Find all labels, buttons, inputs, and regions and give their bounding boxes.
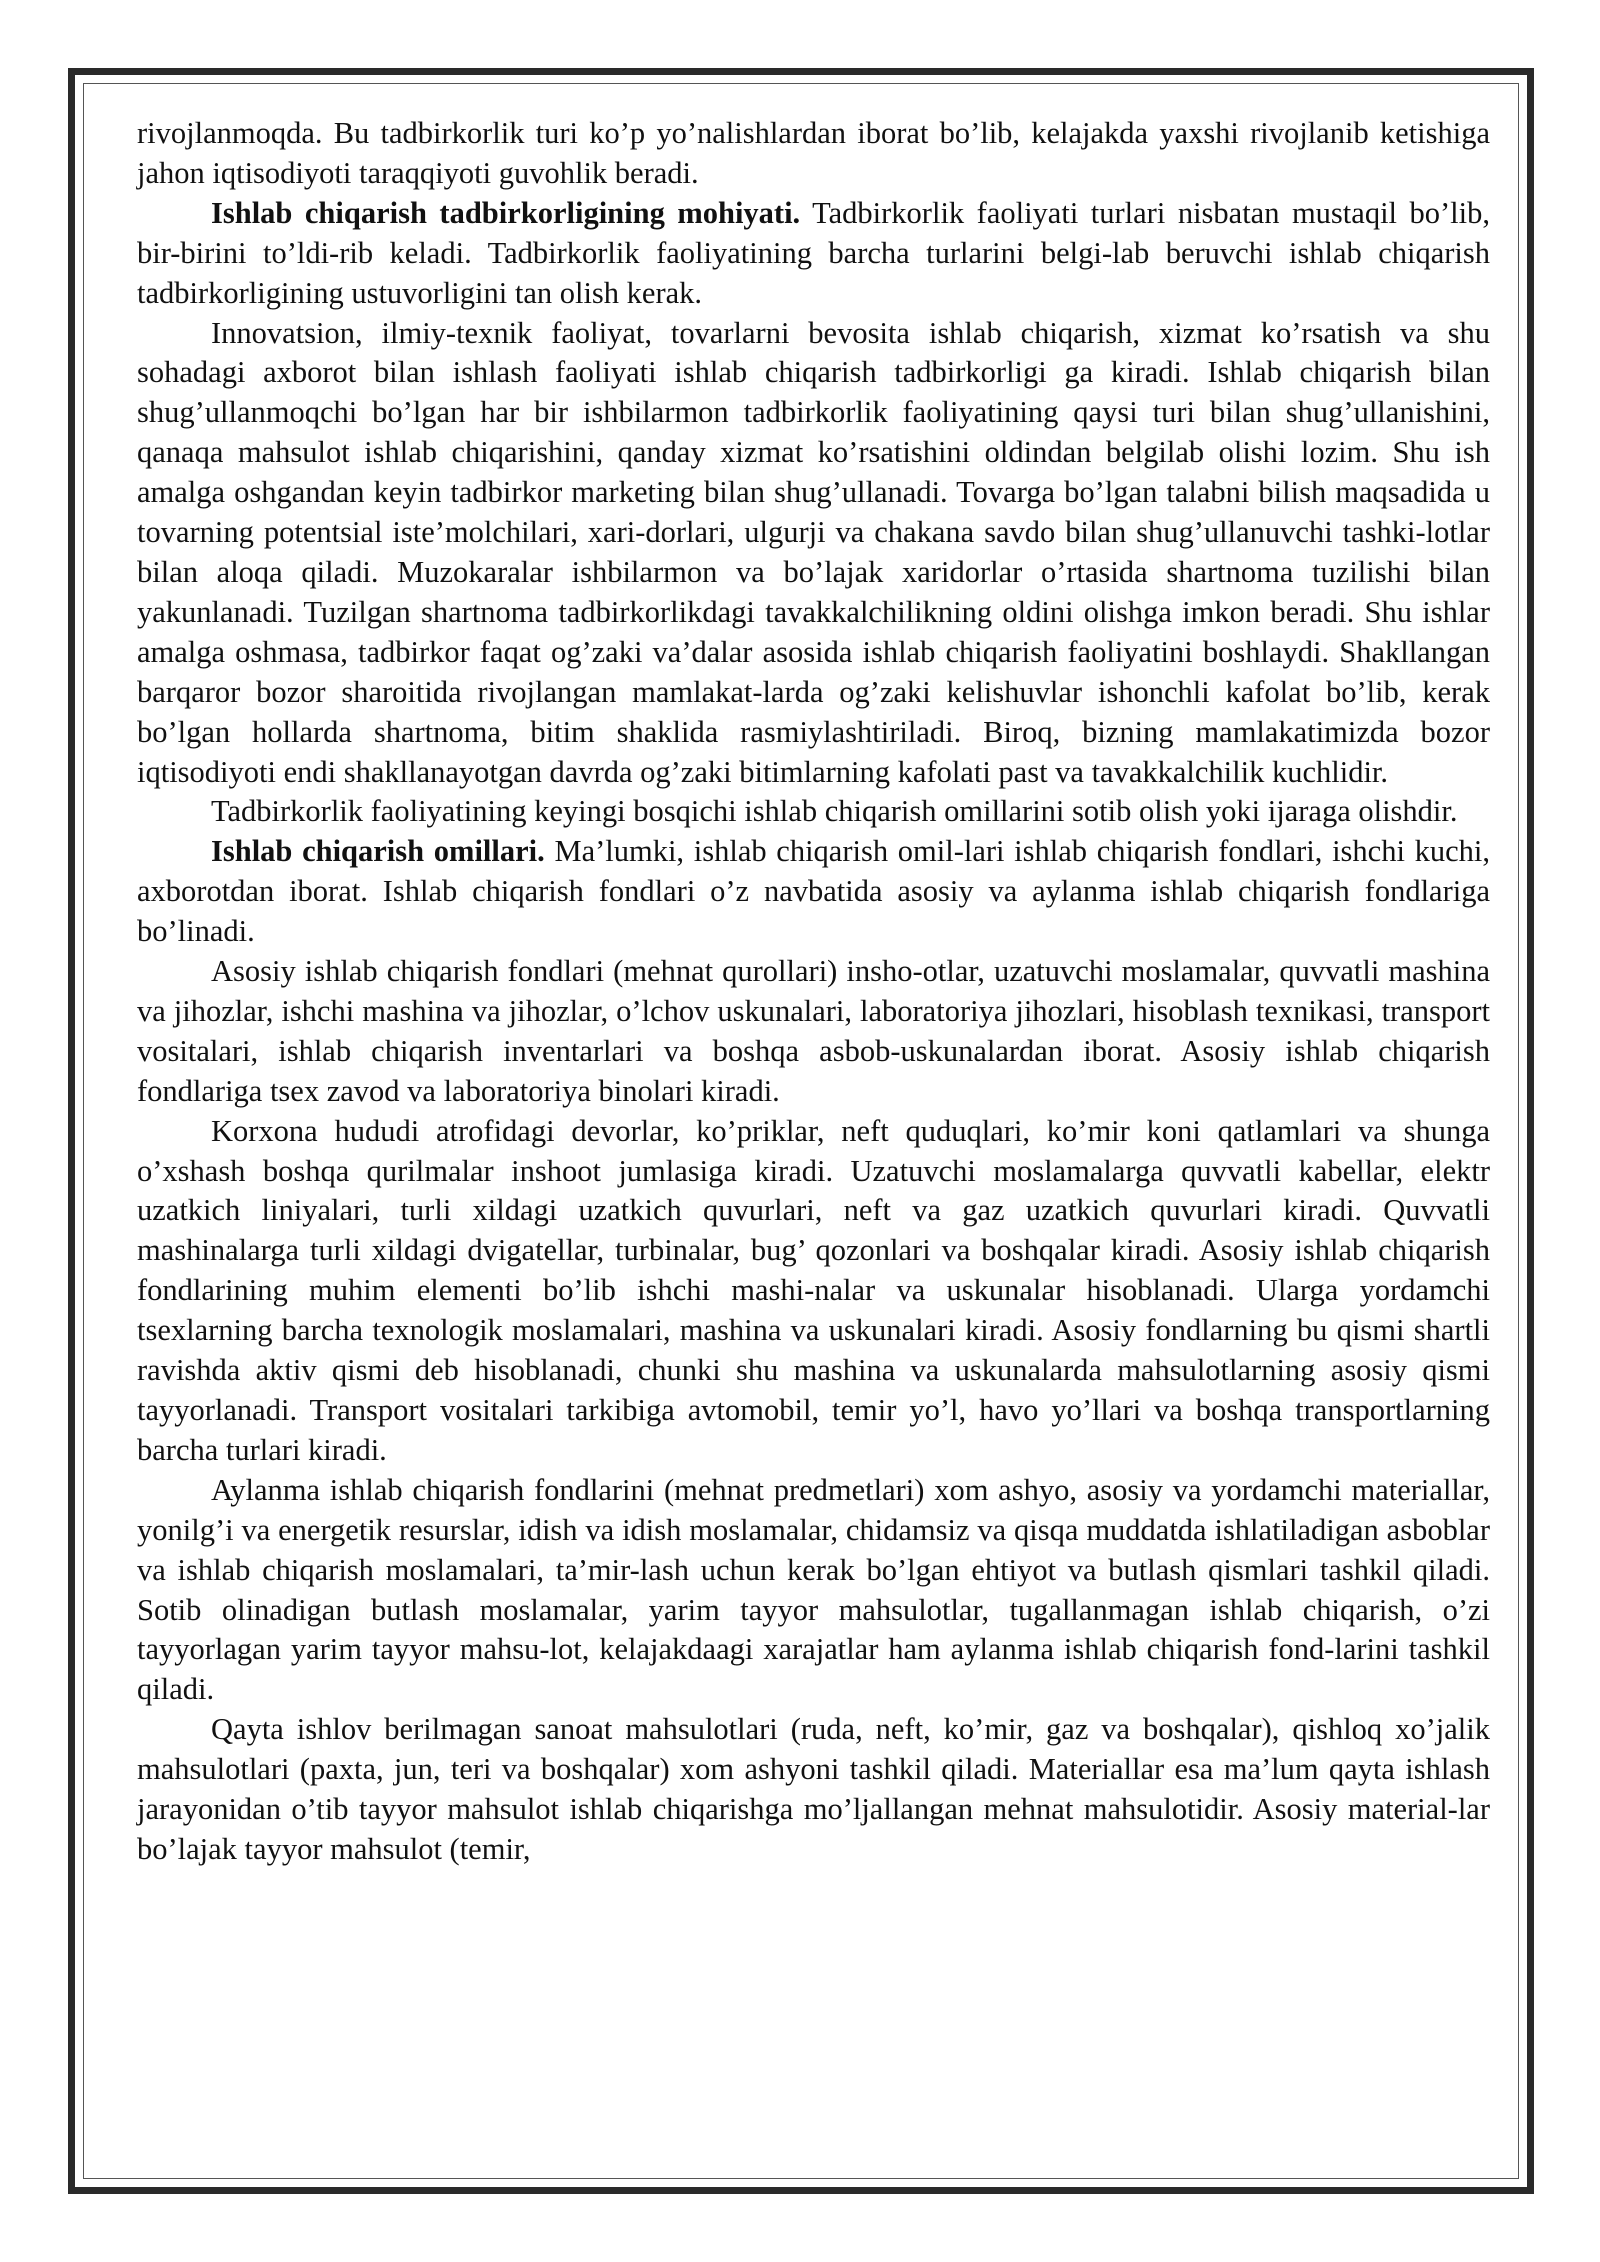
- paragraph: Korxona hududi atrofidagi devorlar, ko’priklar, neft quduqlari, ko’mir koni qatlamlari va shunga o’xshash boshqa qurilmalar inshoot jumlasiga kiradi. Uzatuvchi moslamalarga quvvatli kabellar, elektr uzatkich liniyalari, turli xildagi uzatkich quvurlari, neft va gaz uzatkich quvurlari kiradi. Quvvatli mashinalarga turli xildagi dvigatellar, turbinalar, bug’ qozonlari va boshqalar kiradi. Asosiy ishlab chiqarish fondlarining muhim elementi bo’lib ishchi mashi-nalar va uskunalar hisoblanadi. Ularga yordamchi tsexlarning barcha texnologik moslamalari, mashina va uskunalari kiradi. Asosiy fondlarning bu qismi shartli ravishda aktiv qismi deb hisoblanadi, chunki shu mashina va uskunalarda mahsulotlarning asosiy qismi tayyorlanadi. Transport vositalari tarkibiga avtomobil, temir yo’l, havo yo’llari va boshqa transportlarning barcha turlari kiradi.: [137, 1113, 1490, 1467]
- paragraph: Ishlab chiqarish tadbirkorligining mohiyati. Tadbirkorlik faoliyati turlari nisbatan mustaqil bo’lib, bir-birini to’ldi-rib keladi. Tadbirkorlik faoliyatining barcha turlarini belgi-lab beruvchi ishlab chiqarish tadbirkorligining ustuvorligini tan olish kerak.: [137, 195, 1490, 310]
- paragraph: Ishlab chiqarish omillari. Ma’lumki, ishlab chiqarish omil-lari ishlab chiqarish fondlari, ishchi kuchi, axborotdan iborat. Ishlab chiqarish fondlari o’z navbatida asosiy va aylanma ishlab chiqarish fondlariga bo’linadi.: [137, 834, 1490, 949]
- document-body: [137, 114, 1490, 1870]
- paragraph: Tadbirkorlik faoliyatining keyingi bosqichi ishlab chiqarish omillarini sotib olish yoki ijaraga olishdir.: [211, 794, 1458, 829]
- paragraph: Aylanma ishlab chiqarish fondlarini (mehnat predmetlari) xom ashyo, asosiy va yordamchi materiallar, yonilg’i va energetik resurslar, idish va idish moslamalar, chidamsiz va qisqa muddatda ishlatiladigan asboblar va ishlab chiqarish moslamalari, ta’mir-lash uchun kerak bo’lgan ehtiyot va butlash qismlari tashkil qiladi. Sotib olinadigan butlash moslamalar, yarim tayyor mahsulotlar, tugallanmagan ishlab chiqarish, o’zi tayyorlagan yarim tayyor mahsu-lot, kelajakdaagi xarajatlar ham aylanma ishlab chiqarish fond-larini tashkil qiladi.: [137, 1472, 1490, 1707]
- paragraph: rivojlanmoqda. Bu tadbirkorlik turi ko’p yo’nalishlardan iborat bo’lib, kelajakda yaxshi rivojlanib ketishiga jahon iqtisodiyoti taraqqiyoti guvohlik beradi.: [137, 116, 1490, 190]
- paragraph: Innovatsion, ilmiy-texnik faoliyat, tovarlarni bevosita ishlab chiqarish, xizmat ko’rsatish va shu sohadagi axborot bilan ishlash faoliyati ishlab chiqarish tadbirkorligi ga kiradi. Ishlab chiqarish bilan shug’ullanmoqchi bo’lgan har bir ishbilarmon tadbirkorlik faoliyatining qaysi turi bilan shug’ullanishini, qanaqa mahsulot ishlab chiqarishini, qanday xizmat ko’rsatishini oldindan belgilab olishi lozim. Shu ish amalga oshgandan keyin tadbirkor marketing bilan shug’ullanadi. Tovarga bo’lgan talabni bilish maqsadida u tovarning potentsial iste’molchilari, xari-dorlari, ulgurji va chakana savdo bilan shug’ullanuvchi tashki-lotlar bilan aloqa qiladi. Muzokaralar ishbilarmon va bo’lajak xaridorlar o’rtasida shartnoma tuzilishi bilan yakunlanadi. Tuzilgan shartnoma tadbirkorlikdagi tavakkalchilikning oldini olishga imkon beradi. Shu ishlar amalga oshmasa, tadbirkor faqat og’zaki va’dalar asosida ishlab chiqarish faoliyatini boshlaydi. Shakllangan barqaror bozor sharoitida rivojlangan mamlakat-larda og’zaki kelishuvlar ishonchli kafolat bo’lib, kerak bo’lgan hollarda shartnoma, bitim shaklida rasmiylashtiriladi. Biroq, bizning mamlakatimizda bozor iqtisodiyoti endi shakllanayotgan davrda og’zaki bitimlarning kafolati past va tavakkalchilik kuchlidir.: [137, 315, 1490, 789]
- paragraph: Qayta ishlov berilmagan sanoat mahsulotlari (ruda, neft, ko’mir, gaz va boshqalar), qishloq xo’jalik mahsulotlari (paxta, jun, teri va boshqalar) xom ashyoni tashkil qiladi. Materiallar esa ma’lum qayta ishlash jarayonidan o’tib tayyor mahsulot ishlab chiqarishga mo’ljallangan mehnat mahsulotidir. Asosiy material-lar bo’lajak tayyor mahsulot (temir,: [137, 1712, 1490, 1866]
- section-heading: Ishlab chiqarish tadbirkorligining mohiyati.: [211, 195, 801, 230]
- paragraph: Asosiy ishlab chiqarish fondlari (mehnat qurollari) insho-otlar, uzatuvchi moslamalar, quvvatli mashina va jihozlar, ishchi mashina va jihozlar, o’lchov uskunalari, laboratoriya jihozlari, hisoblash texnikasi, transport vositalari, ishlab chiqarish inventarlari va boshqa asbob-uskunalardan iborat. Asosiy ishlab chiqarish fondlariga tsex zavod va laboratoriya binolari kiradi.: [137, 954, 1490, 1108]
- section-heading: Ishlab chiqarish omillari.: [211, 834, 545, 869]
